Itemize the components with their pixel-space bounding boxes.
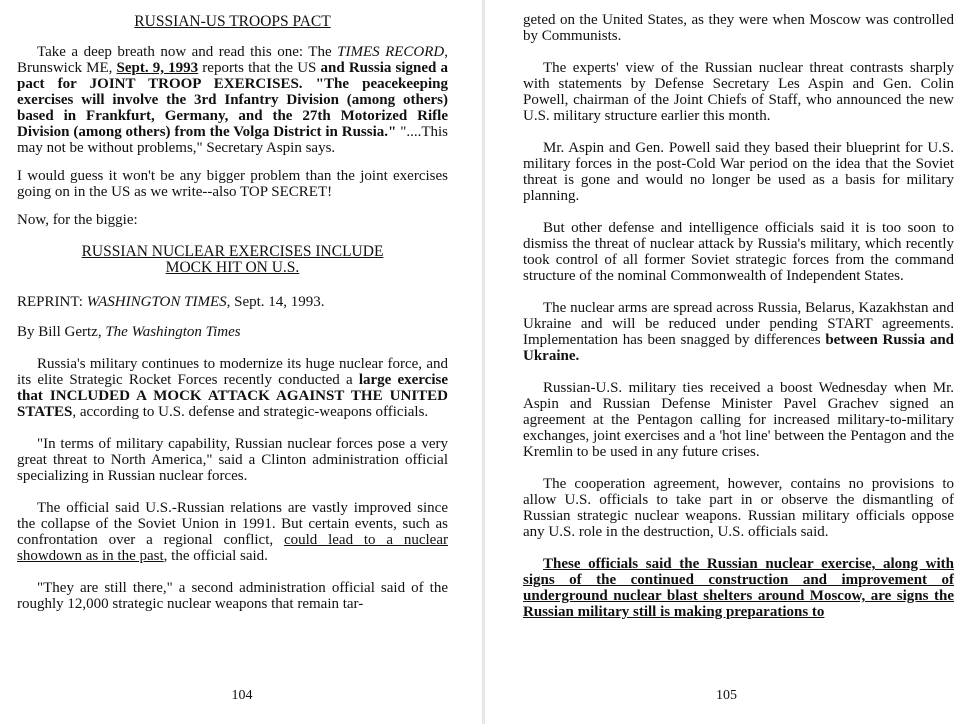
paragraph-guess: I would guess it won't be any bigger problem than the joint exercises going on in the US as we write--also TOP SECRET!	[17, 168, 448, 200]
text-run: Take a deep breath now and read this one: The	[37, 44, 338, 60]
reprint-publication: WASHINGTON TIMES	[86, 294, 227, 310]
byline-author: By Bill Gertz,	[17, 324, 106, 340]
paragraph-arms-spread	[523, 300, 954, 364]
paragraph-experts: The experts' view of the Russian nuclear threat contrasts sharply with statements by Defense Secretary Les Aspin and Gen. Colin Powell, chairman of the Joint Chiefs of Staff, who announced the new U.S. military structure earlier this month.	[523, 60, 954, 124]
byline	[17, 324, 448, 340]
paragraph-relations	[17, 500, 448, 564]
underlined-text: could lead to a nuclear showdown as in the past	[17, 532, 448, 564]
text-run: , the official said.	[163, 548, 268, 564]
paragraph-still-there: "They are still there," a second administration official said of the roughly 12,000 strategic nuclear weapons that remain tar-	[17, 580, 448, 612]
paragraph-military-ties: Russian-U.S. military ties received a boost Wednesday when Mr. Aspin and Russian Defense Minister Pavel Grachev signed an agreement at the Pentagon calling for increased military-to-military exchanges, joint exercises and a 'hot line' between the Pentagon and the Kremlin to be used in any future crises.	[523, 380, 954, 460]
heading-line: MOCK HIT ON U.S.	[165, 259, 300, 276]
reprint-date: , Sept. 14, 1993.	[226, 294, 325, 310]
byline-publication: The Washington Times	[105, 324, 241, 340]
paragraph-military	[17, 356, 448, 420]
text-run: The nuclear arms are spread across Russia, Belarus, Kazakhstan and Ukraine and will be reduced under pending START agreements. Implementation has been snagged by differences	[523, 300, 954, 348]
article-heading-2	[17, 244, 448, 276]
page-number: 104	[231, 688, 253, 703]
text-run: , Brunswick ME,	[17, 44, 448, 76]
text-run: "....This may not be without problems," Secretary Aspin says.	[17, 124, 448, 156]
text-run: reports that the US	[198, 60, 321, 76]
article-heading: RUSSIAN-US TROOPS PACT	[134, 13, 331, 30]
bold-text: between Russia and Ukraine.	[523, 332, 955, 364]
paragraph-capability: "In terms of military capability, Russian nuclear forces pose a very great threat to North America," said a Clinton administration official specializing in Russian nuclear forces.	[17, 436, 448, 484]
text-run: , according to U.S. defense and strategic-weapons officials.	[72, 404, 429, 420]
paragraph-continued: geted on the United States, as they were when Moscow was controlled by Communists.	[523, 12, 954, 44]
report-date: Sept. 9, 1993	[116, 60, 199, 76]
page-number: 105	[716, 688, 737, 703]
heading-line: RUSSIAN NUCLEAR EXERCISES INCLUDE	[81, 243, 384, 260]
publication-name: TIMES RECORD	[337, 44, 445, 60]
bold-text: large exercise that INCLUDED A MOCK ATTACK AGAINST THE UNITED STATES	[17, 372, 448, 420]
paragraph-biggie: Now, for the biggie:	[17, 212, 138, 228]
text-run: The official said U.S.-Russian relations are vastly improved since the collapse of the Soviet Union in 1991. But certain events, such as confrontation over a regional conflict,	[17, 500, 448, 548]
paragraph-cooperation: The cooperation agreement, however, contains no provisions to allow U.S. officials to take part in or observe the dismantling of Russian strategic nuclear weapons. Russian military officials oppose any U.S. role in the destruction, U.S. officials said.	[523, 476, 954, 540]
bold-quote: and Russia signed a pact for JOINT TROOP EXERCISES. "The peacekeeping exercises will involve the 3rd Infantry Division (among others) based in Frankfurt, Germany, and the 27th Motorized Rifle Division (among others) from the Volga District in Russia."	[17, 60, 448, 140]
reprint-line	[17, 294, 448, 310]
right-page	[485, 0, 968, 724]
paragraph-troops-pact	[17, 44, 448, 156]
paragraph-blueprint: Mr. Aspin and Gen. Powell said they based their blueprint for U.S. military forces in the post-Cold War period on the idea that the Soviet threat is gone and would no longer be used as a basis for military planning.	[523, 140, 954, 204]
reprint-label: REPRINT:	[17, 294, 87, 310]
paragraph-shelters: These officials said the Russian nuclear exercise, along with signs of the continued construction and improvement of underground nuclear blast shelters around Moscow, are signs the Russian military still is making preparations to	[523, 556, 954, 620]
text-run: Russia's military continues to modernize its huge nuclear force, and its elite Strategic Rocket Forces recently conducted a	[17, 356, 448, 388]
paragraph-too-soon: But other defense and intelligence officials said it is too soon to dismiss the threat of nuclear attack by Russia's military, which recently took control of all former Soviet strategic forces from the command structure of the nominal Commonwealth of Independent States.	[523, 220, 954, 284]
